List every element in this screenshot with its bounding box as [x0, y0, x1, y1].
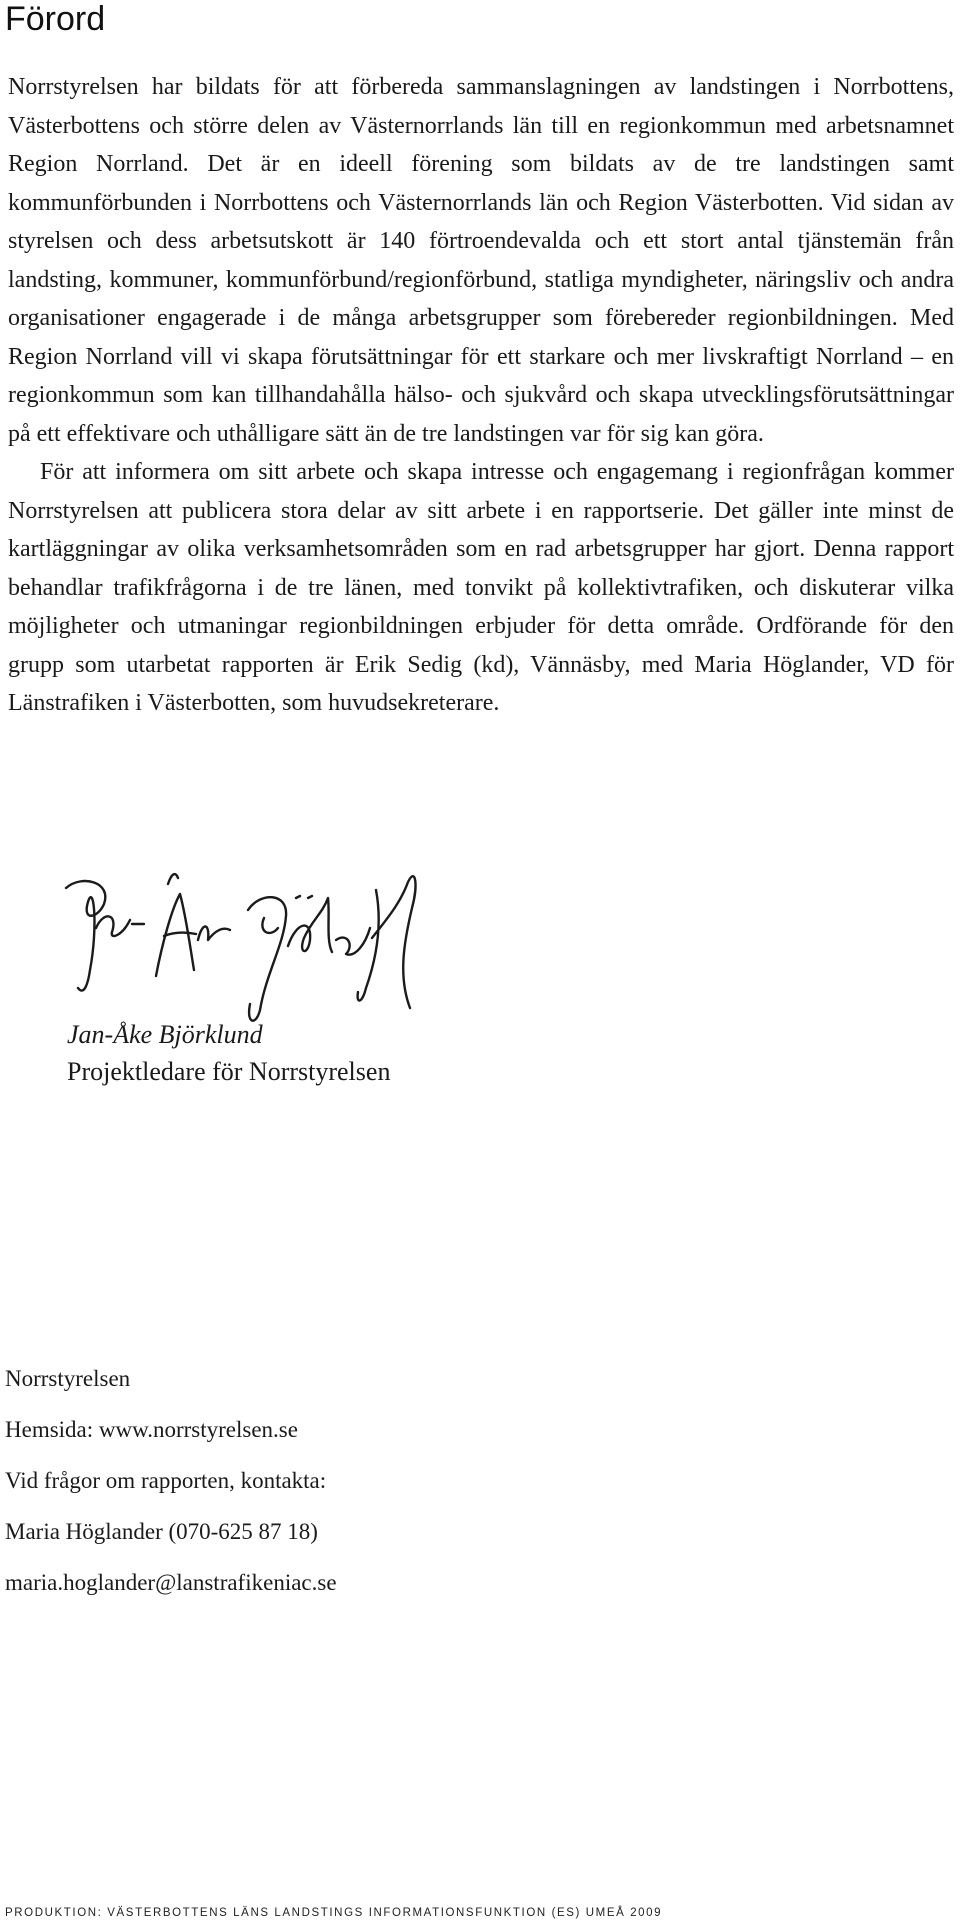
signatory-name: Jan-Åke Björklund [67, 1020, 263, 1049]
contact-person: Maria Höglander (070-625 87 18) [5, 1519, 318, 1544]
contact-block [5, 1364, 337, 1619]
foreword-body [8, 68, 954, 723]
signature-block [67, 1016, 390, 1090]
foreword-paragraph-2: För att informera om sitt arbete och skapa intresse och engagemang i regionfrågan kommer Norrstyrelsen att publicera stora delar av sitt arbete i en rapportserie. Det gäller inte minst de kartläggningar av olika verksamhetsområden som en rad arbetsgrupper har gjort. Denna rapport behandlar trafikfrågorna i de tre länen, med tonvikt på kollektivtrafiken, och diskuterar vilka möjligheter och utmaningar regionbildningen erbjuder för detta område. Ordförande för den grupp som utarbetat rapporten är Erik Sedig (kd), Vännäsby, med Maria Höglander, VD för Länstrafiken i Västerbotten, som huvudsekreterare. [8, 459, 954, 716]
signatory-role: Projektledare för Norrstyrelsen [67, 1057, 391, 1086]
contact-website[interactable]: Hemsida: www.norrstyrelsen.se [5, 1417, 298, 1442]
production-footer: PRODUKTION: VÄSTERBOTTENS LÄNS LANDSTINGS INFORMATIONSFUNKTION (ES) UMEÅ 2009 [5, 1907, 663, 1919]
contact-questions: Vid frågor om rapporten, kontakta: [5, 1468, 327, 1493]
page-title: Förord [5, 0, 106, 38]
foreword-paragraph-1: Norrstyrelsen har bildats för att förbereda sammanslagningen av landstingen i Norrbottens, Västerbottens och större delen av Västernorrlands län till en regionkommun med arbetsnamnet Region Norrland. Det är en ideell förening som bildats av de tre landstingen samt kommunförbunden i Norrbottens och Västernorrlands län och Region Västerbotten. Vid sidan av styrelsen och dess arbetsutskott är 140 förtroendevalda och ett stort antal tjänstemän från landsting, kommuner, kommunförbund/regionförbund, statliga myndigheter, näringsliv och andra organisationer engagerade i de många arbetsgrupper som förebereder regionbildningen. Med Region Norrland vill vi skapa förutsättningar för ett starkare och mer livskraftigt Norrland – en regionkommun som kan tillhandahålla hälso- och sjukvård och skapa utvecklingsförutsättningar på ett effektivare och uthålligare sätt än de tre landstingen var för sig kan göra. [8, 74, 954, 447]
handwritten-signature [60, 858, 460, 1033]
contact-email[interactable]: maria.hoglander@lanstrafikeniac.se [5, 1570, 337, 1595]
contact-organization: Norrstyrelsen [5, 1366, 131, 1391]
